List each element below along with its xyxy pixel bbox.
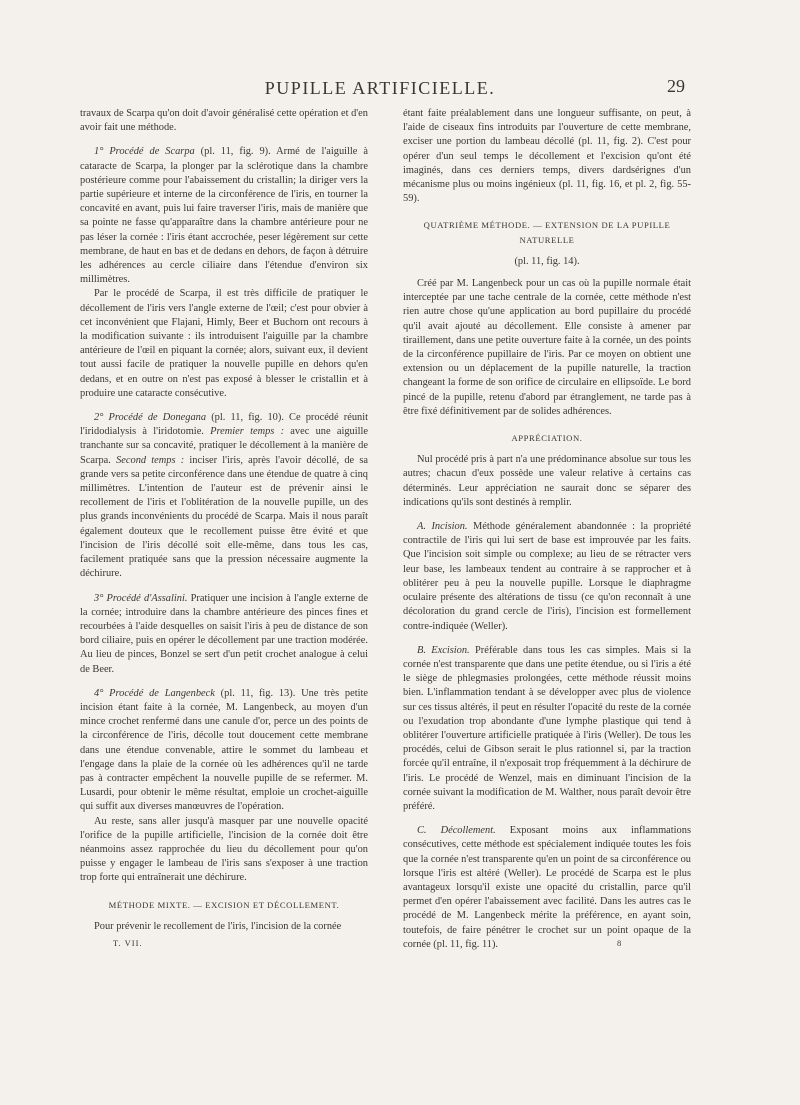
page-number: 29	[667, 76, 685, 96]
paragraph: étant faite préalablement dans une longueur suffisante, on peut, à l'aide de ciseaux fins introduits par l'ouverture de cette membrane, exciser une portion du lambeau décollé (pl. 11, fig. 2). C'est pour opérer d'un seul temps le décollement et l'excision qu'ont été imaginés, dans ces derniers temps, divers dardsérignes d'un mécanisme plus ou moins ingénieux (pl. 11, fig. 16, et pl. 2, fig. 55-59).	[403, 108, 691, 205]
paragraph: Pour prévenir le recollement de l'iris, l'incision de la cornée	[94, 920, 342, 932]
paragraph-text: (pl. 11, fig. 13). Une très petite incision étant faite à la cornée, M. Langenbeck, au moyen d'un mince crochet renfermé dans une canule d'or, perce un des points de la circonférence de l'iris, décolle tout doucement cette membrane dans une étendue convenable, attire le sommet du lambeau et l'engage dans la plaie de la cornée où les adhérences qu'il ne tarde pas à contracter empêchent la nouvelle pupille de se refermer. M. Lusardi, pour obtenir le même résultat, emploie un crochet-aiguille qui suffit aux diverses manœuvres de l'opération.	[80, 687, 368, 813]
method-label: B. Excision.	[417, 644, 470, 656]
signature-mark: 8	[617, 938, 623, 948]
paragraph: Nul procédé pris à part n'a une prédominance absolue sur tous les autres; chacun d'eux possède une valeur relative à certains cas déterminés. Leur appréciation ne saurait donc se séparer des indications qu'ils sont destinés à remplir.	[403, 454, 691, 508]
paragraph-text: Méthode généralement abandonnée : la propriété contractile de l'iris qui lui sert de base est improuvée par les faits. Que l'incision soit simple ou complexe; au lieu de se rétracter vers leur base, les lambeaux tendent au contraire à se rapprocher et à oblitérer peu à peu la nouvelle pupille. Lorsque le diaphragme oculaire présente des altérations de tissu (ce qu'on reconnaît à une décoloration du grand cercle de l'iris), l'incision est formellement contre-indiquée (Weller).	[403, 521, 691, 632]
paragraph-text: avec une aiguille tranchante sur sa concavité, pratiquer le décollement à la manière de Scarpa.	[80, 426, 368, 466]
method-label: A. Incision.	[417, 521, 468, 533]
step-label: Second temps :	[116, 454, 185, 466]
section-heading: MÉTHODE MIXTE. — EXCISION ET DÉCOLLEMENT.	[108, 899, 340, 910]
paragraph-incision	[403, 520, 691, 634]
procedure-label: 1° Procédé de Scarpa	[94, 146, 195, 158]
paragraph-text: Préférable dans tous les cas simples. Mais si la cornée n'est transparente que dans une petite étendue, ou si l'iris a été le siège de phlegmasies prolongées, cette méthode réussit moins bien. L'inflammation tendant à se développer avec plus de violence sur ces tissus altérés, il peut en résulter l'opacité du reste de la cornée ou l'exudation trop abondante d'une lymphe plastique qui tend à oblitérer l'ouverture artificielle pratiquée à l'iris (Weller). De tous les procédés, celui de Gibson serait le plus rationnel si, par la traction forcée qu'il entraîne, il n'exposait trop fréquemment à la déchirure de l'iris. Le procédé de Wenzel, mais en diminuant l'incision de la cornée suivant la modification de M. Walther, nous paraît devoir être préféré.	[403, 644, 691, 812]
volume-mark: T. VII.	[113, 938, 143, 948]
paragraph-scarpa	[80, 145, 368, 287]
procedure-label: 4° Procédé de Langenbeck	[94, 687, 215, 699]
paragraph: Par le procédé de Scarpa, il est très difficile de pratiquer le décollement de l'iris vers l'angle externe de l'œil; c'est pour obvier à cet inconvénient que Flajani, Himly, Beer et Buchorn ont recours à la modification suivante : ils introduisent l'aiguille par la chambre antérieure de l'œil en piquant la cornée; alors, suivant eux, il devient tout aussi facile de pratiquer la nouvelle pupille en dehors qu'en dedans, et en outre on n'est pas exposé à blesser le cristallin et à produire une cataracte consécutive.	[80, 288, 368, 399]
section-heading: QUATRIÈME MÉTHODE. — EXTENSION DE LA PUPILLE NATURELLE	[423, 220, 671, 245]
paragraph-decollement	[403, 824, 691, 952]
paragraph-donegana	[80, 411, 368, 581]
procedure-label: 3° Procédé d'Assalini.	[94, 592, 188, 604]
paragraph: travaux de Scarpa qu'on doit d'avoir généralisé cette opération et d'en avoir fait une méthode.	[80, 108, 368, 134]
paragraph: Créé par M. Langenbeck pour un cas où la pupille normale était interceptée par une tache centrale de la cornée, cette méthode n'est rien autre chose qu'une application au bord pupillaire du procédé qu'il avait ajouté au décollement. Elle consiste à amener par tiraillement, dans une petite ouverture faite à la cornée, un des points de la circonférence pupillaire de l'iris. Par ce moyen on obtient une extension ou un déplacement de la pupille naturelle, la traction changeant la forme de son orifice de circulaire en ellipsoïde. Le bord pincé de la pupille, retenu d'abord par étranglement, ne tarde pas à être fixé définitivement par de solides adhérences.	[403, 278, 691, 417]
step-label: Premier temps :	[210, 426, 285, 438]
section-reference: (pl. 11, fig. 14).	[514, 255, 580, 267]
left-column	[80, 107, 368, 934]
paragraph-assalini	[80, 592, 368, 677]
paragraph-langenbeck	[80, 687, 368, 815]
paragraph: Au reste, sans aller jusqu'à masquer par une nouvelle opacité l'orifice de la pupille artificielle, l'incision de la cornée doit être néanmoins assez rapprochée du lieu du décollement pour qu'on puisse y engager le lambeau de l'iris sans s'exposer à une traction trop forte qui entraînerait une déchirure.	[80, 815, 368, 884]
method-label: C. Décollement.	[417, 825, 496, 837]
running-title: PUPILLE ARTIFICIELLE.	[264, 78, 496, 98]
procedure-label: 2° Procédé de Donegana	[94, 412, 207, 424]
page-header	[75, 74, 685, 104]
paragraph-text: inciser l'iris, après l'avoir décollé, de sa grande vers sa petite circonférence dans une étendue de quatre à cinq millimètres. L'intention de l'auteur est de prévenir ainsi le recollement de l'iris et l'oblitération de la nouvelle pupille, un des plus grands inconvénients du procédé de Scarpa. Mais il nous paraît également douteux que le recollement puisse être évité et que l'incision de l'iris décollé soit elle-même, dans tous les cas, facilement pratiquée sans que la pression nécessaire augmente la déchirure.	[80, 454, 369, 580]
paragraph-text: (pl. 11, fig. 10). Ce procédé réunit l'iridodialysis à l'iridotomie.	[80, 412, 368, 438]
paragraph-text: Pratiquer une incision à l'angle externe de la cornée; introduire dans la chambre antérieure des pinces fines et recourbées à l'aide desquelles on saisit l'iris à peu de distance de son bord ciliaire, puis en opérer le décollement par une traction modérée. Au lieu de pinces, Bonzel se sert d'un petit crochet analogue à celui de Beer.	[80, 592, 368, 675]
paragraph-text: Exposant moins aux inflammations consécutives, cette méthode est spécialement indiquée toutes les fois que la cornée n'est transparente qu'en un point de sa circonférence ou lorsque l'iris est altéré (Weller). Le procédé de Scarpa est le plus avantageux lorsqu'il existe une opacité du cristallin, parce qu'il permet d'en opérer l'abaissement avec facilité. Dans les autres cas le procédé de M. Langenbeck mérite la préférence, en ayant soin, toutefois, de faire pénétrer le crochet sur un point opaque de la cornée (pl. 11, fig. 11).	[403, 825, 691, 950]
section-heading: APPRÉCIATION.	[511, 433, 583, 444]
right-column	[403, 107, 691, 952]
paragraph-text: (pl. 11, fig. 9). Armé de l'aiguille à cataracte de Scarpa, la plonger par la sclérotique dans la chambre postérieure comme pour l'abaissement du cristallin; la diriger vers la partie supérieure et interne de la circonférence de l'iris, en tourner la concavité en avant, puis lui faire traverser l'iris, mais de manière que sa pointe ne fasse qu'apparaître dans la chambre antérieure pour ne pas léser la cornée : l'iris étant accrochée, peser légèrement sur cette membrane, de haut en bas et de dedans en dehors, de façon à détruire les adhérences au cercle ciliaire dans l'étendue d'environ six millimètres.	[80, 146, 368, 286]
paragraph-excision	[403, 644, 691, 814]
